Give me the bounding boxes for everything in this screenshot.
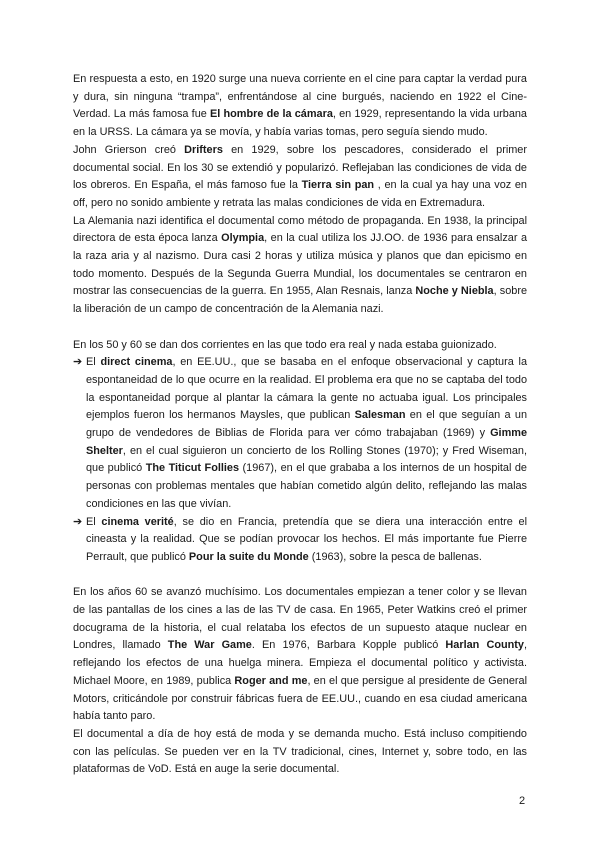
text-run: , en 1929, representando la vida urbana en la URSS. La cámara ya se movía, y había varias tomas, pero seguía siendo mudo. xyxy=(73,108,527,139)
bold-title: direct cinema xyxy=(100,356,173,369)
text-run: . En 1976, Barbara Kopple publicó xyxy=(251,639,446,652)
text-run: , en la cual utiliza los JJ.OO. de 1936 para ensalzar a la raza aria y al nazismo. Dura casi 2 horas y utiliza música y planos que dan epicismo en todo momento. Después de la Segunda Guerra Mundial, los documentales se centraron en mostrar las consecuencias de la guerra. En 1955, Alan Resnais, lanza xyxy=(73,232,527,298)
document-body xyxy=(73,71,527,779)
text-run: En los años 60 se avanzó muchísimo. Los documentales empiezan a tener color y se llevan de las pantallas de los cines a las de las TV de casa. En 1965, Peter Watkins creó el primer docugrama de la historia, el cual relataba los efectos de un supuesto ataque nuclear en Londres, llamado xyxy=(73,586,527,652)
bold-title: Tierra sin pan xyxy=(301,179,375,192)
bold-title: cinema verité xyxy=(101,515,174,528)
bullet-item xyxy=(73,514,527,567)
text-run: , en EE.UU., que se basaba en el enfoque observacional y captura la espontaneidad de lo que ocurre en la realidad. El problema era que no se captaba del todo la espontaneidad porque al plantar la cámara la gente no actuaba igual. Los principales ejemplos fueron los hermanos Maysles, que publican xyxy=(86,356,528,422)
bold-title: Olympia xyxy=(221,232,265,245)
text-run: , reflejando los efectos de una huelga minera. Empieza el documental político y activista. Michael Moore, en 1989, publica xyxy=(73,639,527,687)
text-run: El xyxy=(86,515,102,528)
page-number: 2 xyxy=(519,795,526,807)
text-run: , en el que persigue al presidente de General Motors, criticándole por construir fábricas fuera de EE.UU., cuando en esa ciudad americana había tanto paro. xyxy=(73,674,527,723)
body-paragraph xyxy=(73,213,527,319)
text-run: El xyxy=(86,356,101,369)
bold-title: El hombre de la cámara xyxy=(210,108,333,121)
bold-title: The Titicut Follies xyxy=(145,462,240,475)
body-paragraph xyxy=(73,71,527,142)
text-run: (1963), sobre la pesca de ballenas. xyxy=(308,550,482,563)
bold-title: Gimme Shelter xyxy=(86,427,527,457)
body-paragraph xyxy=(73,584,527,726)
body-paragraph xyxy=(73,726,527,779)
bold-title: Harlan County xyxy=(445,639,524,652)
text-run: La Alemania nazi identifica el documental como método de propaganda. En 1938, la principal directora de esta época lanza xyxy=(73,214,527,245)
arrow-bullet-icon: ➔ xyxy=(73,356,83,369)
bold-title: Pour la suite du Monde xyxy=(188,550,309,563)
bold-title: Drifters xyxy=(184,143,223,156)
text-run: , sobre la liberación de un campo de concentración de la Alemania nazi. xyxy=(73,285,528,316)
body-paragraph xyxy=(73,337,527,355)
bold-title: Salesman xyxy=(354,409,406,422)
bold-title: Noche y Niebla xyxy=(415,285,494,298)
text-run: El documental a día de hoy está de moda y se demanda mucho. Está incluso compitiendo con las películas. Se pueden ver en la TV tradicional, cines, Internet y, sobre todo, en las plataformas de VoD. Está en auge la serie documental. xyxy=(73,727,527,776)
paragraph-spacer xyxy=(73,319,527,337)
text-run: (1967), en el que grababa a los internos de un hospital de personas con problemas mentales que habían cometido algún delito, reflejando las malas condiciones en las que vivían. xyxy=(86,462,527,510)
text-run: , se dio en Francia, pretendía que se diera una interacción entre el cineasta y la realidad. Que se podían provocar los hechos. El más importante fue Pierre Perrault, que publicó xyxy=(86,515,528,563)
text-run: en el que seguían a un grupo de vendedores de Biblias de Florida para ver cómo trabajaban (1969) y xyxy=(86,409,527,440)
paragraph-spacer xyxy=(73,567,527,585)
bullet-item xyxy=(73,354,527,513)
text-run: en 1929, sobre los pescadores, considerado el primer documental social. En los 30 se extendió y popularizó. Reflejaban las condiciones de vida de los obreros. En España, el más famoso fue la xyxy=(73,143,527,192)
text-run: , en la cual ya hay una voz en off, pero no sonido ambiente y retrata las malas condiciones de vida en Extremadura. xyxy=(73,179,527,209)
arrow-bullet-icon: ➔ xyxy=(73,515,83,528)
body-paragraph xyxy=(73,142,527,213)
text-run: En respuesta a esto, en 1920 surge una nueva corriente en el cine para captar la verdad pura y dura, sin ninguna “trampa”, enfrentándose al cine burgués, naciendo en 1922 el Cine-Verdad. La más famosa fue xyxy=(73,73,527,121)
text-run: En los 50 y 60 se dan dos corrientes en las que todo era real y nada estaba guionizado. xyxy=(73,338,497,351)
bold-title: Roger and me xyxy=(234,674,308,687)
bold-title: The War Game xyxy=(167,639,252,652)
text-run: John Grierson creó xyxy=(73,143,185,156)
text-run: , en el cual siguieron un concierto de los Rolling Stones (1970); y Fred Wiseman, que publicó xyxy=(86,444,527,475)
